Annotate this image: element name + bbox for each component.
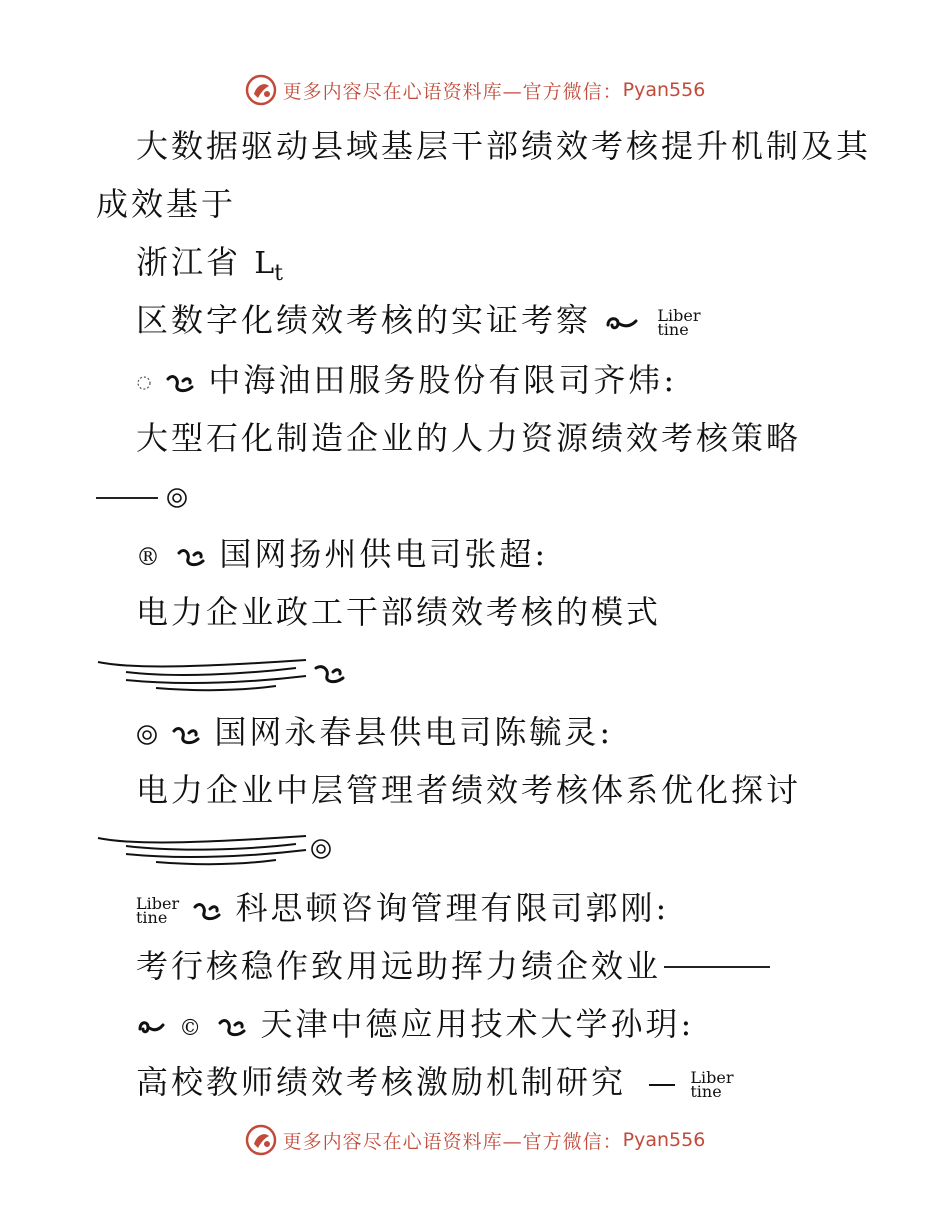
spiral-icon bbox=[166, 487, 188, 509]
liber-cap: L bbox=[690, 1067, 701, 1087]
text-line-8-label: 国网扬州供电司张超: bbox=[219, 535, 549, 573]
text-line-9: 电力企业政工干部绩效考核的模式 bbox=[136, 593, 662, 631]
liber-top: iber bbox=[667, 305, 701, 325]
copyright-mark: © bbox=[179, 1016, 205, 1041]
fleuron-icon bbox=[313, 662, 347, 686]
spiral-icon bbox=[310, 838, 332, 860]
text-line-15-label: 考行核稳作致用远助挥力绩企效业 bbox=[136, 947, 662, 985]
liber-bottom: tine bbox=[690, 1081, 722, 1101]
lt-mark-sub: t bbox=[274, 261, 283, 286]
header-banner bbox=[0, 70, 950, 110]
liber-top: iber bbox=[146, 893, 180, 913]
text-line-17 bbox=[136, 1062, 733, 1102]
fleuron-icon bbox=[192, 899, 222, 923]
liber-tine-mark bbox=[690, 1067, 734, 1101]
horizontal-rule bbox=[96, 497, 158, 499]
text-line-4-label: 区数字化绩效考核的实证考察 bbox=[136, 301, 592, 339]
text-line-1: 大数据驱动县域基层干部绩效考核提升机制及其 bbox=[136, 127, 872, 165]
text-line-8 bbox=[136, 534, 548, 577]
spiral-icon bbox=[136, 724, 158, 746]
fleuron-icon bbox=[171, 723, 201, 747]
text-line-16 bbox=[136, 1004, 694, 1049]
text-line-4 bbox=[136, 300, 700, 340]
registered-mark: ® bbox=[136, 543, 163, 571]
liber-tine-mark bbox=[136, 893, 180, 927]
banner-text: 更多内容尽在心语资料库—官方微信： bbox=[282, 80, 623, 103]
text-line-6: 大型石化制造企业的人力资源绩效考核策略 bbox=[136, 419, 802, 457]
text-line-3 bbox=[136, 242, 283, 294]
text-line-14-label: 科思顿咨询管理有限司郭刚: bbox=[235, 889, 670, 927]
text-line-12: 电力企业中层管理者绩效考核体系优化探讨 bbox=[136, 771, 802, 809]
swirl-ornament-icon bbox=[604, 311, 640, 335]
dash-rule bbox=[649, 1084, 675, 1086]
text-line-17-label: 高校教师绩效考核激励机制研究 bbox=[136, 1063, 627, 1101]
text-line-15 bbox=[136, 946, 661, 986]
text-line-14 bbox=[136, 888, 669, 928]
liber-bottom: tine bbox=[136, 907, 168, 927]
banner-wechat-id: Pyan556 bbox=[622, 79, 706, 101]
text-line-2: 成效基于 bbox=[96, 185, 237, 223]
banner-text: 更多内容尽在心语资料库—官方微信： bbox=[282, 1130, 623, 1153]
liber-top: iber bbox=[700, 1067, 734, 1087]
liber-bottom: tine bbox=[657, 319, 689, 339]
fleuron-icon bbox=[176, 545, 206, 569]
text-line-5 bbox=[136, 360, 677, 400]
banner-wechat-id: Pyan556 bbox=[622, 1129, 706, 1151]
text-line-3-label: 浙江省 bbox=[136, 243, 242, 281]
liber-cap: L bbox=[657, 305, 668, 325]
brand-logo-icon bbox=[245, 1124, 277, 1156]
brand-logo-icon bbox=[245, 74, 277, 106]
lt-mark-cap: L bbox=[254, 246, 275, 281]
fleuron-icon bbox=[217, 1015, 247, 1039]
fleuron-icon bbox=[165, 371, 195, 395]
text-line-5-label: 中海油田服务股份有限司齐炜: bbox=[208, 361, 678, 399]
text-line-11-label: 国网永春县供电司陈毓灵: bbox=[214, 713, 614, 751]
text-line-16-label: 天津中德应用技术大学孙玥: bbox=[260, 1005, 695, 1043]
wave-ornament-icon bbox=[96, 832, 316, 866]
swirl-ornament-icon bbox=[136, 1015, 166, 1039]
text-line-11 bbox=[136, 712, 613, 752]
lt-mark bbox=[254, 246, 283, 286]
liber-cap: L bbox=[136, 893, 147, 913]
dotted-circle-icon bbox=[136, 375, 152, 391]
footer-banner bbox=[0, 1120, 950, 1160]
horizontal-rule bbox=[664, 966, 770, 968]
liber-tine-mark bbox=[657, 305, 701, 339]
